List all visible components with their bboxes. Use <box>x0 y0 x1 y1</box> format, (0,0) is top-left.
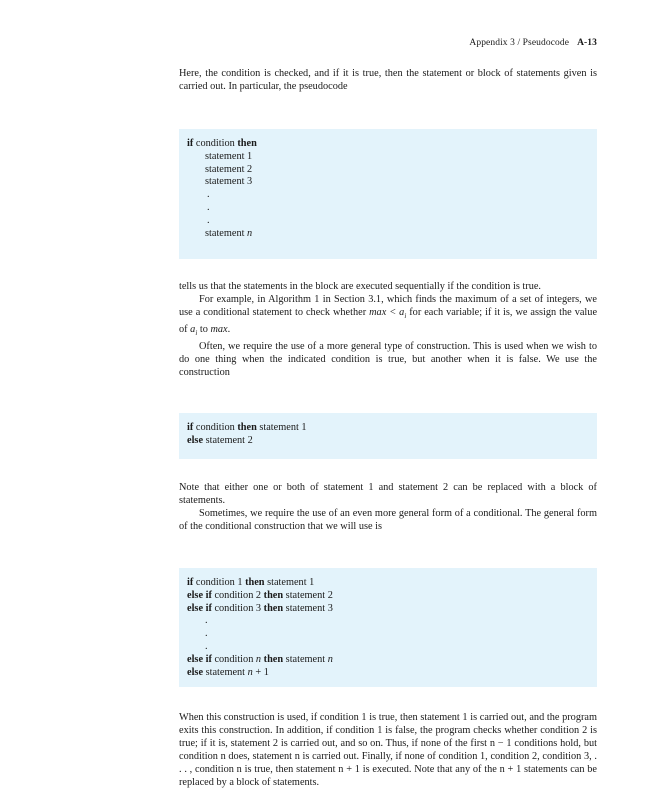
statement-line-2: statement 2 <box>205 163 253 175</box>
ellipsis-dot: . <box>205 641 208 653</box>
else-if-condition-n-line: else if condition n then statement n <box>187 653 333 665</box>
page-number: A-13 <box>577 38 597 48</box>
statement-line-3: statement 3 <box>205 176 253 188</box>
ellipsis-dot: . <box>207 214 210 226</box>
ellipsis-dot: . <box>207 201 210 213</box>
statement-line-n: statement n <box>205 227 253 239</box>
if-condition-1-line: if condition 1 then statement 1 <box>187 577 315 589</box>
else-if-condition-3-line: else if condition 3 then statement 3 <box>187 602 333 614</box>
else-final-line: else statement n + 1 <box>187 666 269 678</box>
if-then-line: if condition then statement 1 <box>187 422 307 434</box>
paragraph-general-construction: Often, we require the use of a more general type of construction. This is used when we wish to do one thing when the indicated condition is true, but another when it is false. We use the construction <box>179 341 597 379</box>
page-body <box>179 67 597 789</box>
paragraph-explanation: When this construction is used, if condition 1 is true, then statement 1 is carried out, and the program exits this construction. In addition, if condition 1 is false, the program checks whether condition 2 is true; if it is, statement 2 is carried out, and so on. Thus, if none of the first n − 1 conditions hold, but condition n does, statement n is carried out. Finally, if none of condition 1, condition 2, condition 3, . . . , condition n is true, then statement n + 1 is executed. Note that any of the n + 1 statements can be replaced by a block of statements. <box>179 712 597 789</box>
else-line: else statement 2 <box>187 434 253 446</box>
pseudocode-box-if-block <box>179 129 597 259</box>
paragraph-example: For example, in Algorithm 1 in Section 3.1, which finds the maximum of a set of integers, we use a conditional statement to check whether $\max < a_i$ for each variable; if it is, we assign the value of $a_i$ to max. <box>179 294 598 338</box>
paragraph-intro: Here, the condition is checked, and if it is true, then the statement or block of statements given is carried out. In particular, the pseudocode <box>179 68 597 92</box>
pseudocode-box-else-if-chain <box>179 568 597 687</box>
ellipsis-dot: . <box>207 189 210 201</box>
paragraph-note-blocks: Note that either one or both of statement 1 and statement 2 can be replaced with a block of statements. <box>179 482 597 507</box>
statement-line-1: statement 1 <box>205 150 253 162</box>
if-line: if condition then <box>187 138 257 149</box>
header-title: Appendix 3 / Pseudocode <box>469 38 570 48</box>
paragraph-sequential: tells us that the statements in the block are executed sequentially if the condition is true. <box>179 281 542 292</box>
ellipsis-dot: . <box>205 615 208 627</box>
ellipsis-dot: . <box>205 628 208 640</box>
else-if-condition-2-line: else if condition 2 then statement 2 <box>187 589 333 601</box>
paragraph-more-general: Sometimes, we require the use of an even more general form of a conditional. The general form of the conditional construction that we will use is <box>179 508 597 533</box>
pseudocode-box-if-else <box>179 413 597 459</box>
running-header <box>469 38 597 48</box>
